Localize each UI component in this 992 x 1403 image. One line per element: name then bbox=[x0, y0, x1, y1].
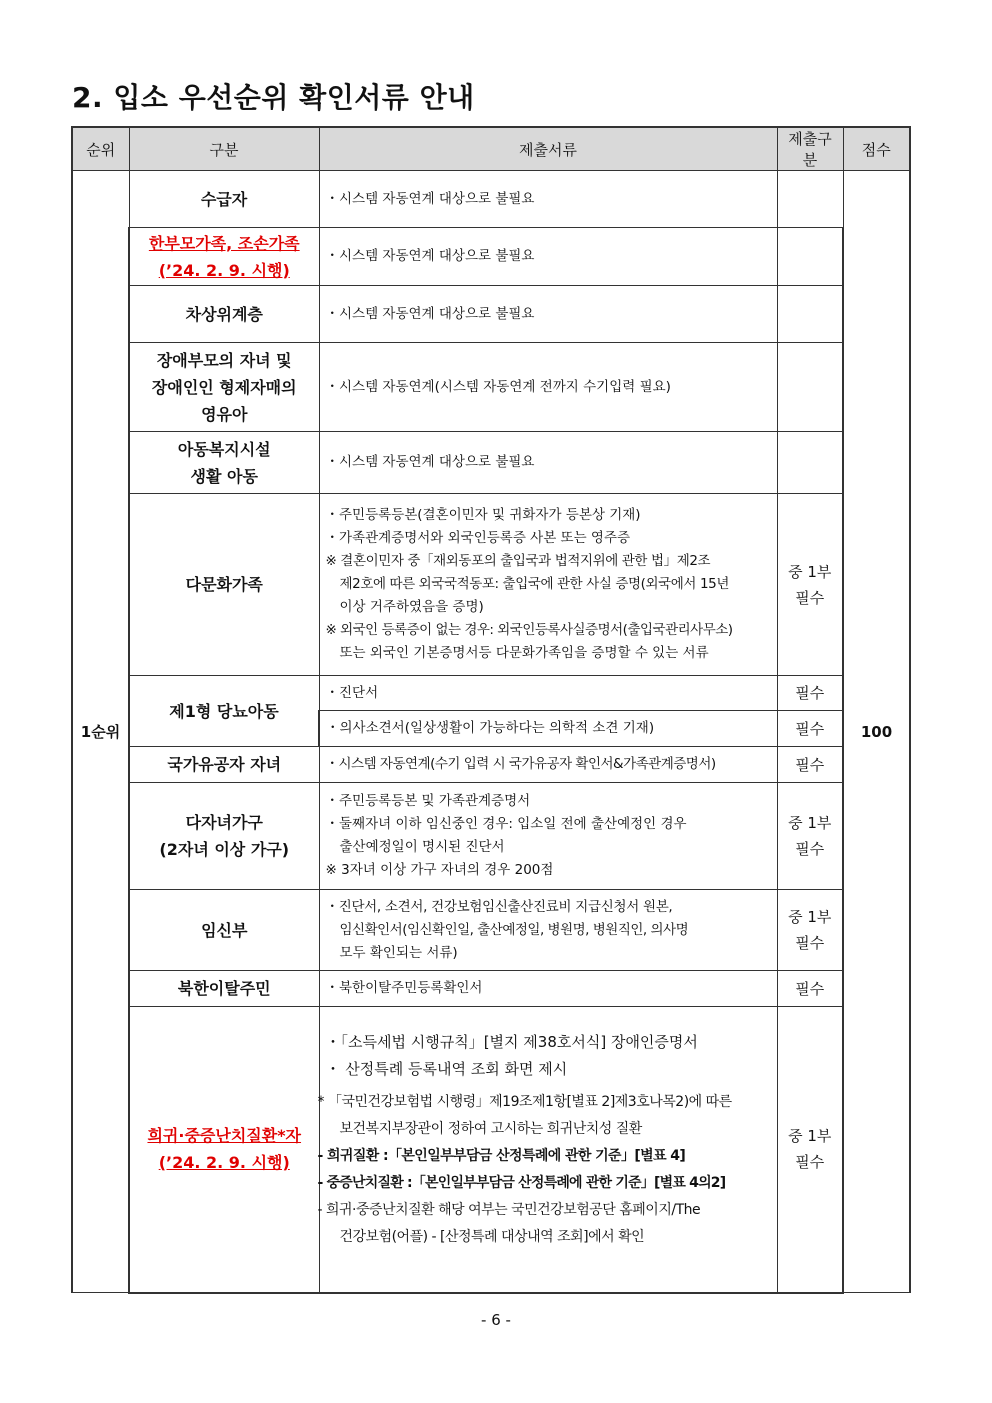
category-cell bbox=[129, 228, 319, 286]
category-label: 다자녀가구 bbox=[185, 813, 263, 832]
category-cell bbox=[129, 1007, 319, 1293]
submit-type-cell bbox=[777, 286, 843, 343]
document-line: ・ 산정특례 등록내역 조회 화면 제시 bbox=[325, 1060, 568, 1078]
table-row bbox=[72, 432, 910, 494]
header-score: 점수 bbox=[843, 127, 910, 171]
documents-cell bbox=[319, 783, 777, 890]
table-row bbox=[72, 494, 910, 676]
documents-cell bbox=[319, 1007, 777, 1293]
document-line: 출산예정일이 명시된 진단서 bbox=[339, 839, 505, 855]
table-row bbox=[72, 343, 910, 432]
category-label: (2자녀 이상 가구) bbox=[159, 840, 290, 859]
note-line: - 중증난치질환 :「본인일부부담금 산정특례에 관한 기준」[별표 4의2] bbox=[317, 1175, 726, 1191]
document-line: ・가족관계증명서와 외국인등록증 사본 또는 영주증 bbox=[325, 530, 631, 546]
category-cell: 북한이탈주민 bbox=[129, 971, 319, 1007]
document-line: ・진단서 bbox=[325, 684, 379, 701]
submit-type-line: 필수 bbox=[795, 840, 825, 858]
table-row bbox=[72, 171, 910, 228]
note-line: * 「국민건강보험법 시행령」제19조제1항[별표 2]제3호나목2)에 따른 bbox=[317, 1094, 732, 1110]
header-category: 구분 bbox=[129, 127, 319, 171]
note-line: 또는 외국인 기본증명서등 다문화가족임을 증명할 수 있는 서류 bbox=[339, 645, 709, 661]
document-line: ・시스템 자동연계 대상으로 불필요 bbox=[325, 454, 535, 470]
submit-type-cell bbox=[777, 228, 843, 286]
header-submit-type: 제출구분 bbox=[777, 127, 843, 171]
submit-type-line: 필수 bbox=[795, 934, 825, 952]
note-line: 이상 거주하였음을 증명) bbox=[339, 599, 484, 615]
document-line: ・진단서, 소견서, 건강보험임신출산진료비 지급신청서 원본, bbox=[325, 898, 673, 915]
category-cell bbox=[129, 432, 319, 494]
category-label: 영유아 bbox=[201, 404, 248, 424]
submit-type-cell bbox=[777, 890, 843, 971]
document-line: ・「소득세법 시행규칙」[별지 제38호서식] 장애인증명서 bbox=[325, 1033, 698, 1051]
note-line: - 희귀·중증난치질환 해당 여부는 국민건강보험공단 홈페이지/The bbox=[317, 1202, 701, 1218]
documents-cell bbox=[319, 494, 777, 676]
table-row bbox=[72, 971, 910, 1007]
document-line: ・주민등록등본(결혼이민자 및 귀화자가 등본상 기재) bbox=[325, 507, 641, 523]
table-row bbox=[72, 783, 910, 890]
table-row bbox=[72, 228, 910, 286]
document-line: ・의사소견서(일상생활이 가능하다는 의학적 소견 기재) bbox=[326, 720, 655, 736]
table-row bbox=[72, 890, 910, 971]
page-number: - 6 - bbox=[481, 1311, 511, 1329]
document-line: ・시스템 자동연계 대상으로 불필요 bbox=[325, 248, 535, 264]
table-row bbox=[72, 676, 910, 711]
category-label: 장애부모의 자녀 및 bbox=[156, 350, 292, 370]
category-effective-date: (’24. 2. 9. 시행) bbox=[158, 260, 290, 280]
category-label: 희귀·중증난치질환*자 bbox=[147, 1126, 302, 1146]
document-line: ・시스템 자동연계(시스템 자동연계 전까지 수기입력 필요) bbox=[325, 378, 671, 395]
submit-type-line: 필수 bbox=[795, 588, 825, 607]
documents-cell bbox=[319, 286, 777, 343]
category-cell: 다문화가족 bbox=[129, 494, 319, 676]
submit-type-cell bbox=[777, 783, 843, 890]
header-rank: 순위 bbox=[72, 127, 129, 171]
submit-type-cell bbox=[777, 171, 843, 228]
submit-type-line: 중 1부 bbox=[788, 562, 832, 581]
category-label: 생활 아동 bbox=[190, 466, 258, 486]
document-line: ・시스템 자동연계 대상으로 불필요 bbox=[325, 190, 535, 207]
documents-cell bbox=[319, 228, 777, 286]
table-row bbox=[72, 1007, 910, 1293]
note-line: 제2호에 따른 외국국적동포: 출입국에 관한 사실 증명(외국에서 15년 bbox=[339, 576, 729, 592]
submit-type-line: 필수 bbox=[795, 1153, 825, 1172]
score-cell: 100 bbox=[843, 171, 910, 1293]
table-row bbox=[72, 747, 910, 783]
submit-type-cell bbox=[777, 343, 843, 432]
category-label: 한부모가족, 조손가족 bbox=[148, 233, 300, 253]
note-line: 건강보험(어플) - [산정특례 대상내역 조회]에서 확인 bbox=[339, 1229, 645, 1245]
page-title: 2. 입소 우선순위 확인서류 안내 bbox=[72, 81, 475, 114]
documents-cell bbox=[319, 432, 777, 494]
category-cell bbox=[129, 783, 319, 890]
category-cell: 임신부 bbox=[129, 890, 319, 971]
documents-cell bbox=[319, 747, 777, 783]
note-line: 보건복지부장관이 정하여 고시하는 희귀난치성 질환 bbox=[339, 1121, 642, 1137]
header-documents: 제출서류 bbox=[319, 127, 777, 171]
submit-type-cell bbox=[777, 1007, 843, 1293]
submit-type-cell: 필수 bbox=[777, 676, 843, 711]
table-header-row bbox=[72, 127, 910, 171]
submit-type-cell: 필수 bbox=[777, 971, 843, 1007]
category-cell: 차상위계층 bbox=[129, 286, 319, 343]
document-line: ・시스템 자동연계(수기 입력 시 국가유공자 확인서&가족관계증명서) bbox=[325, 756, 716, 772]
category-label: 수급자 bbox=[200, 189, 248, 209]
category-effective-date: (’24. 2. 9. 시행) bbox=[158, 1153, 290, 1173]
documents-cell bbox=[319, 171, 777, 228]
note-line: ※ 결혼이민자 중「재외동포의 출입국과 법적지위에 관한 법」제2조 bbox=[325, 553, 711, 569]
documents-cell bbox=[319, 711, 777, 747]
note-line: ※ 외국인 등록증이 없는 경우: 외국인등록사실증명서(출입국관리사무소) bbox=[325, 622, 733, 638]
category-cell bbox=[129, 171, 319, 228]
table-row bbox=[72, 286, 910, 343]
submit-type-cell bbox=[777, 494, 843, 676]
document-line: 모두 확인되는 서류) bbox=[339, 944, 458, 961]
category-label: 아동복지시설 bbox=[177, 439, 271, 459]
submit-type-line: 중 1부 bbox=[788, 1127, 832, 1146]
document-line: ・시스템 자동연계 대상으로 불필요 bbox=[325, 305, 535, 322]
category-cell bbox=[129, 343, 319, 432]
submit-type-line: 중 1부 bbox=[788, 908, 832, 926]
documents-cell bbox=[319, 890, 777, 971]
documents-cell bbox=[319, 676, 777, 711]
rank-cell: 1순위 bbox=[72, 171, 129, 1293]
documents-cell bbox=[319, 343, 777, 432]
document-line: 임신확인서(임신확인일, 출산예정일, 병원명, 병원직인, 의사명 bbox=[339, 921, 689, 938]
submit-type-cell: 필수 bbox=[777, 711, 843, 747]
note-line: - 희귀질환 :「본인일부부담금 산정특례에 관한 기준」[별표 4] bbox=[317, 1148, 686, 1164]
category-cell: 국가유공자 자녀 bbox=[129, 747, 319, 783]
note-line: ※ 3자녀 이상 가구 자녀의 경우 200점 bbox=[325, 862, 554, 878]
document-line: ・둘째자녀 이하 임신중인 경우: 입소일 전에 출산예정인 경우 bbox=[325, 816, 687, 832]
submit-type-cell bbox=[777, 432, 843, 494]
document-table bbox=[71, 126, 911, 1294]
submit-type-cell: 필수 bbox=[777, 747, 843, 783]
document-line: ・북한이탈주민등록확인서 bbox=[325, 980, 483, 996]
documents-cell bbox=[319, 971, 777, 1007]
submit-type-line: 중 1부 bbox=[788, 814, 832, 832]
category-label: 장애인인 형제자매의 bbox=[151, 377, 297, 397]
category-cell: 제1형 당뇨아동 bbox=[129, 676, 319, 747]
document-line: ・주민등록등본 및 가족관계증명서 bbox=[325, 793, 531, 809]
